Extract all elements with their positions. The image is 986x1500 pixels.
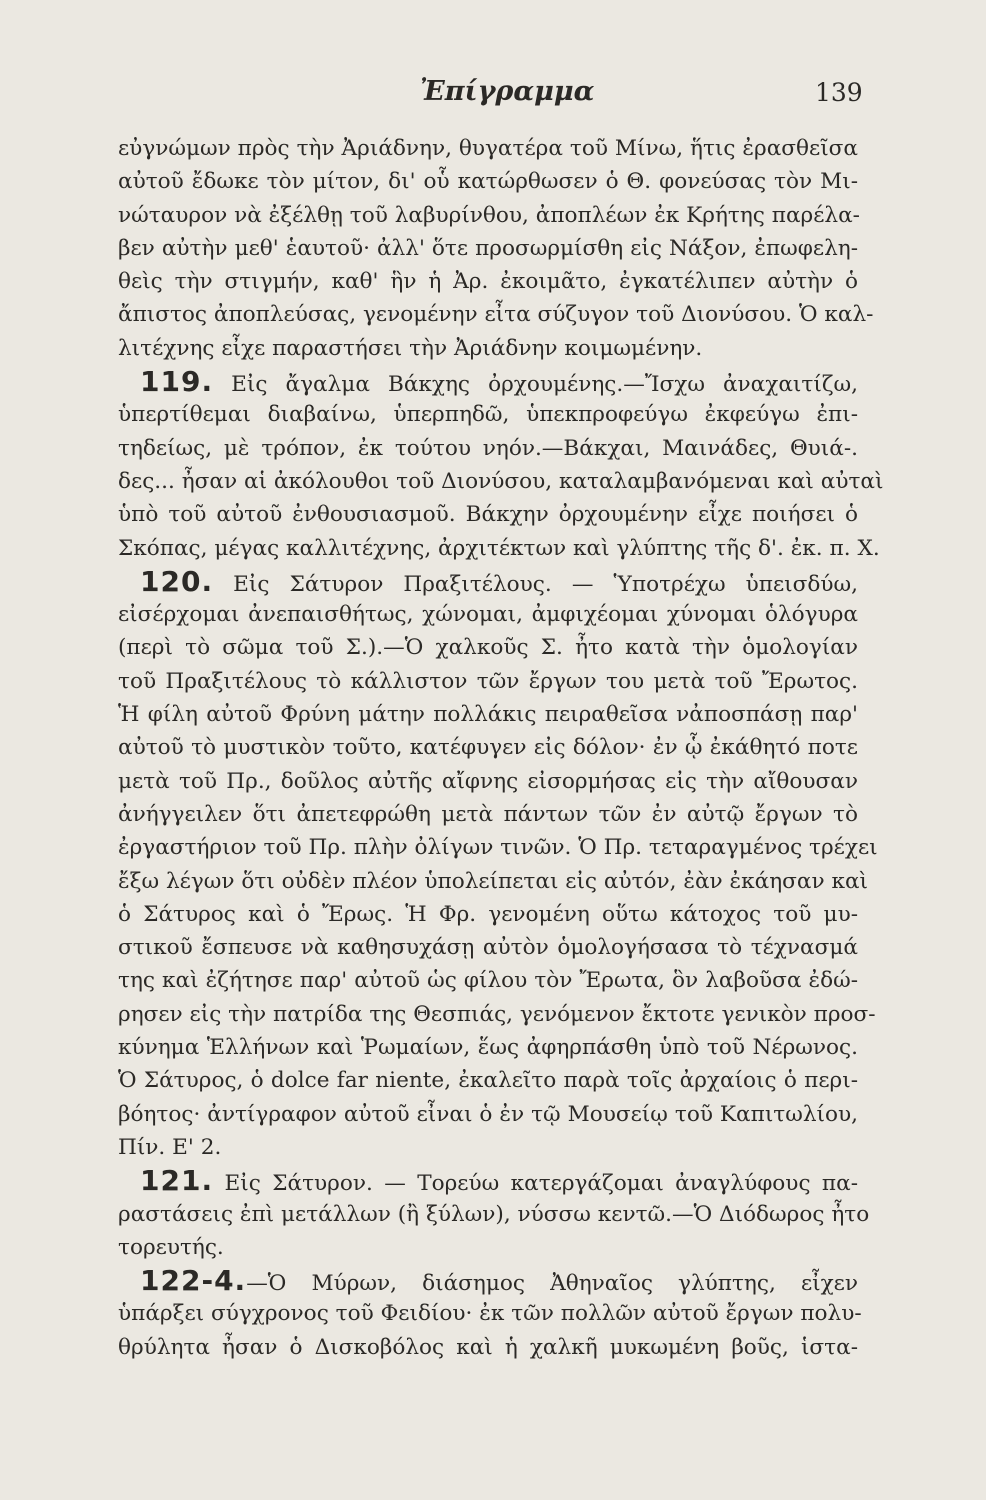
text-line: ἄπιστος ἀποπλεύσας, γενομένην εἶτα σύζυγον τοῦ Διονύσου. Ὁ καλ-	[118, 302, 874, 328]
text-line: δες... ἦσαν αἱ ἀκόλουθοι τοῦ Διονύσου, καταλαμβανόμεναι καὶ αὐταὶ	[118, 468, 884, 494]
entry-number: 120.	[140, 564, 214, 598]
text-line: (περὶ τὸ σῶμα τοῦ Σ.).—Ὁ χαλκοῦς Σ. ἦτο κατὰ τὴν ὁμολογίαν	[118, 635, 858, 661]
text-line: Σκόπας, μέγας καλλιτέχνης, ἀρχιτέκτων καὶ γλύπτης τῆς δ'. ἐκ. π. Χ.	[118, 535, 880, 561]
text-line: αὐτοῦ ἔδωκε τὸν μίτον, δι' οὗ κατώρθωσεν ὁ Θ. φονεύσας τὸν Μι-	[118, 169, 858, 195]
entry-122-4-heading	[118, 1264, 858, 1297]
text-line: ὑπὸ τοῦ αὐτοῦ ἐνθουσιασμοῦ. Βάκχην ὀρχουμένην εἶχε ποιήσει ὁ	[118, 502, 858, 528]
page-number: 139	[815, 78, 863, 107]
entry-120-heading	[118, 565, 858, 598]
entry-number: 119.	[140, 365, 214, 399]
running-head	[0, 76, 986, 116]
text-line: βόητος· ἀντίγραφον αὐτοῦ εἶναι ὁ ἐν τῷ Μουσείῳ τοῦ Καπιτωλίου,	[118, 1101, 858, 1127]
text-line: τοῦ Πραξιτέλους τὸ κάλλιστον τῶν ἔργων του μετὰ τοῦ Ἔρωτος.	[118, 668, 858, 694]
text-line: ὑπερτίθεμαι διαβαίνω, ὑπερπηδῶ, ὑπεκπροφεύγω ἐκφεύγω ἐπι-	[118, 402, 858, 428]
text-line: ὑπάρξει σύγχρονος τοῦ Φειδίου· ἐκ τῶν πολλῶν αὐτοῦ ἔργων πολυ-	[118, 1301, 862, 1327]
text-line: της καὶ ἐζήτησε παρ' αὐτοῦ ὡς φίλου τὸν Ἔρωτα, ὃν λαβοῦσα ἐδώ-	[118, 968, 858, 994]
text-line: θρύλητα ἦσαν ὁ Δισκοβόλος καὶ ἡ χαλκῆ μυκωμένη βοῦς, ἱστα-	[118, 1334, 858, 1360]
text-line: αὐτοῦ τὸ μυστικὸν τοῦτο, κατέφυγεν εἰς δόλον· ἐν ᾧ ἐκάθητό ποτε	[118, 735, 858, 761]
text-line: ὁ Σάτυρος καὶ ὁ Ἔρως. Ἡ Φρ. γενομένη οὕτω κάτοχος τοῦ μυ-	[118, 901, 858, 927]
text-line: στικοῦ ἔσπευσε νὰ καθησυχάσῃ αὐτὸν ὁμολογήσασα τὸ τέχνασμά	[118, 935, 858, 961]
text-line: ρησεν εἰς τὴν πατρίδα της Θεσπιάς, γενόμενον ἔκτοτε γενικὸν προσ-	[118, 1001, 876, 1027]
entry-heading-text: Εἰς ἄγαλμα Βάκχης ὀρχουμένης.—Ἴσχω ἀναχαιτίζω,	[231, 372, 858, 398]
text-line: Ἡ φίλη αὐτοῦ Φρύνη μάτην πολλάκις πειραθεῖσα νἀποσπάσῃ παρ'	[118, 702, 858, 728]
running-title: Ἐπίγραμμα	[420, 76, 595, 107]
text-line: ραστάσεις ἐπὶ μετάλλων (ἢ ξύλων), νύσσω κεντῶ.—Ὁ Διόδωρος ἦτο	[118, 1201, 870, 1227]
text-line: εὐγνώμων πρὸς τὴν Ἀριάδνην, θυγατέρα τοῦ Μίνω, ἥτις ἐρασθεῖσα	[118, 136, 858, 161]
text-line: κύνημα Ἑλλήνων καὶ Ῥωμαίων, ἕως ἀφηρπάσθη ὑπὸ τοῦ Νέρωνος.	[118, 1035, 858, 1061]
text-line: τηδείως, μὲ τρόπον, ἐκ τούτου νηόν.—Βάκχαι, Μαινάδες, Θυιά-.	[118, 435, 858, 461]
text-line: Πίν. Ε' 2.	[118, 1134, 222, 1160]
entry-number: 121.	[140, 1164, 214, 1198]
text-line: θεὶς τὴν στιγμήν, καθ' ἣν ἡ Ἀρ. ἐκοιμᾶτο, ἐγκατέλιπεν αὐτὴν ὁ	[118, 269, 858, 295]
text-line: μετὰ τοῦ Πρ., δοῦλος αὐτῆς αἴφνης εἰσορμήσας εἰς τὴν αἴθουσαν	[118, 768, 858, 794]
entry-number: 122-4.	[140, 1264, 247, 1298]
text-line: ἔξω λέγων ὅτι οὐδὲν πλέον ὑπολείπεται εἰς αὐτόν, ἐὰν ἐκάησαν καὶ	[118, 868, 869, 894]
entry-heading-text: Εἰς Σάτυρον Πραξιτέλους. — Ὑποτρέχω ὑπεισδύω,	[233, 571, 858, 597]
text-line: Ὁ Σάτυρος, ὁ dolce far niente, ἐκαλεῖτο παρὰ τοῖς ἀρχαίοις ὁ περι-	[118, 1068, 858, 1094]
entry-119-heading	[118, 365, 858, 398]
body-text	[118, 132, 884, 1364]
entry-121-heading	[118, 1164, 858, 1197]
text-line: νώταυρον νὰ ἐξέλθῃ τοῦ λαβυρίνθου, ἀποπλέων ἐκ Κρήτης παρέλα-	[118, 202, 860, 228]
entry-heading-text: Εἰς Σάτυρον. — Τορεύω κατεργάζομαι ἀναγλύφους πα-	[224, 1171, 858, 1197]
text-line: λιτέχνης εἶχε παραστήσει τὴν Ἀριάδνην κοιμωμένην.	[118, 335, 703, 361]
text-line: βεν αὐτὴν μεθ' ἑαυτοῦ· ἀλλ' ὅτε προσωρμίσθη εἰς Νάξον, ἐπωφελη-	[118, 235, 858, 261]
text-line: ἐργαστήριον τοῦ Πρ. πλὴν ὀλίγων τινῶν. Ὁ Πρ. τεταραγμένος τρέχει	[118, 835, 878, 861]
text-line: τορευτής.	[118, 1234, 224, 1260]
text-line: εἰσέρχομαι ἀνεπαισθήτως, χώνομαι, ἀμφιχέομαι χύνομαι ὁλόγυρα	[118, 602, 858, 628]
text-line: ἀνήγγειλεν ὅτι ἀπετεφρώθη μετὰ πάντων τῶν ἐν αὐτῷ ἔργων τὸ	[118, 801, 858, 827]
entry-heading-text: —Ὁ Μύρων, διάσημος Ἀθηναῖος γλύπτης, εἶχεν	[246, 1271, 858, 1297]
